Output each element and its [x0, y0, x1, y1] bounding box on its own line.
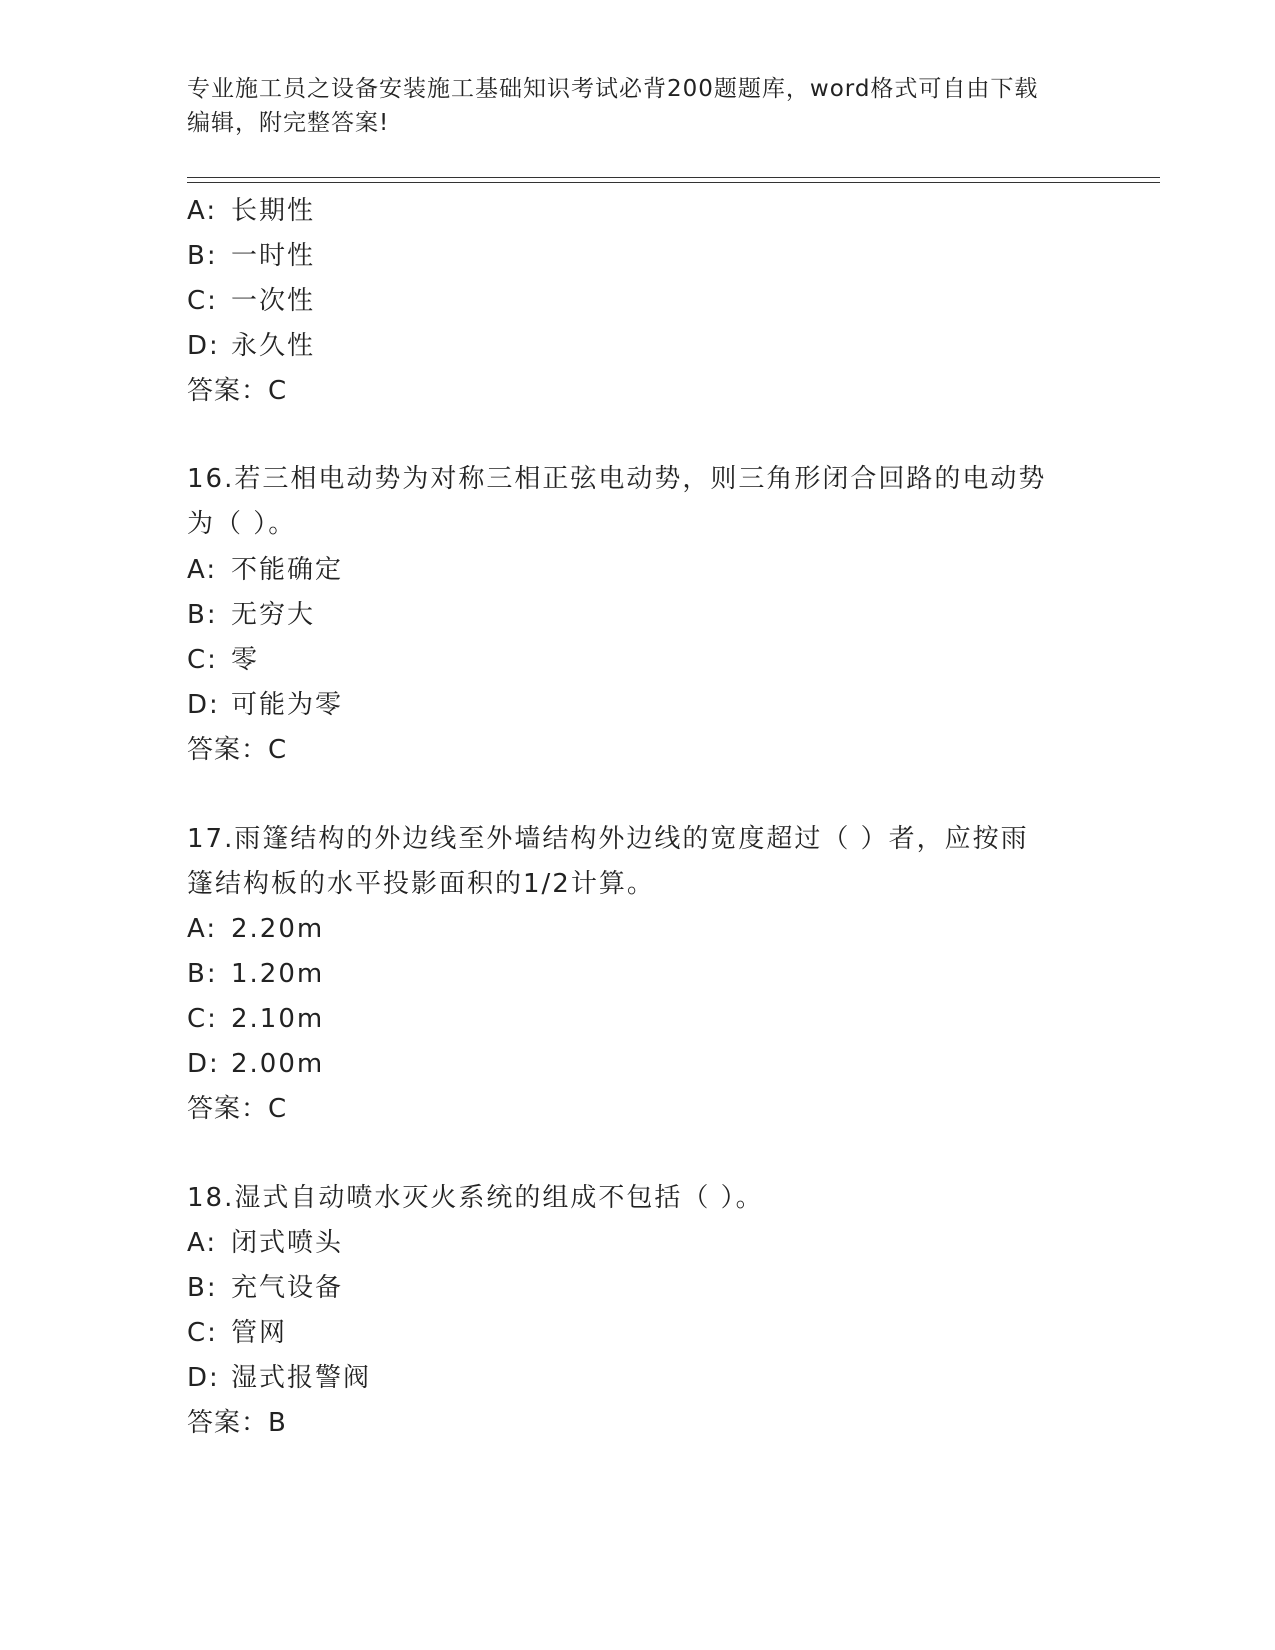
option-letter: B:: [187, 1273, 218, 1303]
q17-answer: 答案：C: [187, 1094, 288, 1124]
q16-option-b: [187, 598, 315, 632]
option-letter: A:: [187, 196, 218, 226]
q17-question-line-1: 17.雨篷结构的外边线至外墙结构外边线的宽度超过（ ）者，应按雨: [187, 824, 1029, 854]
q16-question-line-2: 为（ ）。: [187, 509, 297, 539]
q15-option-a: [187, 194, 315, 228]
document-header: [187, 72, 1067, 140]
option-letter: C:: [187, 645, 218, 675]
option-text: 管网: [231, 1318, 288, 1348]
q17-option-d: [187, 1047, 324, 1081]
option-text: 充气设备: [231, 1273, 344, 1303]
option-text: 长期性: [231, 196, 316, 226]
option-text: 2.00m: [231, 1049, 325, 1079]
q16-option-c: [187, 643, 259, 677]
option-letter: A:: [187, 555, 218, 585]
option-letter: B:: [187, 600, 218, 630]
option-text: 永久性: [231, 331, 316, 361]
q15-option-b: [187, 239, 315, 273]
q16-answer: 答案：C: [187, 735, 288, 765]
header-line-1: 专业施工员之设备安装施工基础知识考试必背200题题库，word格式可自由下载: [187, 76, 1039, 102]
option-text: 1.20m: [231, 959, 325, 989]
q16-question-line-1: 16.若三相电动势为对称三相正弦电动势，则三角形闭合回路的电动势: [187, 464, 1047, 494]
q17-option-c: [187, 1002, 324, 1036]
q18-option-b: [187, 1271, 343, 1305]
option-text: 一时性: [231, 241, 316, 271]
q18-option-a: [187, 1226, 343, 1260]
option-text: 一次性: [231, 286, 316, 316]
option-text: 可能为零: [231, 690, 344, 720]
header-divider-top: [187, 177, 1160, 178]
option-letter: D:: [187, 1049, 220, 1079]
header-divider-bottom: [187, 182, 1160, 183]
q16-option-a: [187, 553, 343, 587]
option-text: 湿式报警阀: [231, 1363, 372, 1393]
option-letter: D:: [187, 690, 220, 720]
option-text: 2.20m: [231, 914, 325, 944]
q17-question-line-2: 篷结构板的水平投影面积的1/2计算。: [187, 869, 655, 899]
option-text: 2.10m: [231, 1004, 325, 1034]
q18-option-d: [187, 1361, 371, 1395]
option-text: 无穷大: [231, 600, 316, 630]
option-text: 零: [231, 645, 260, 675]
option-text: 闭式喷头: [231, 1228, 344, 1258]
q17-option-a: [187, 912, 324, 946]
option-letter: A:: [187, 914, 218, 944]
option-letter: A:: [187, 1228, 218, 1258]
option-text: 不能确定: [231, 555, 344, 585]
q15-option-c: [187, 284, 315, 318]
option-letter: B:: [187, 959, 218, 989]
q18-question-line-1: 18.湿式自动喷水灭火系统的组成不包括（ ）。: [187, 1183, 764, 1213]
option-letter: C:: [187, 1318, 218, 1348]
q18-option-c: [187, 1316, 287, 1350]
header-line-2: 编辑，附完整答案!: [187, 110, 390, 136]
option-letter: D:: [187, 1363, 220, 1393]
q15-answer: 答案：C: [187, 376, 288, 406]
q17-option-b: [187, 957, 324, 991]
q15-option-d: [187, 329, 315, 363]
option-letter: C:: [187, 1004, 218, 1034]
q18-answer: 答案：B: [187, 1408, 287, 1438]
q16-option-d: [187, 688, 343, 722]
option-letter: C:: [187, 286, 218, 316]
option-letter: B:: [187, 241, 218, 271]
option-letter: D:: [187, 331, 220, 361]
